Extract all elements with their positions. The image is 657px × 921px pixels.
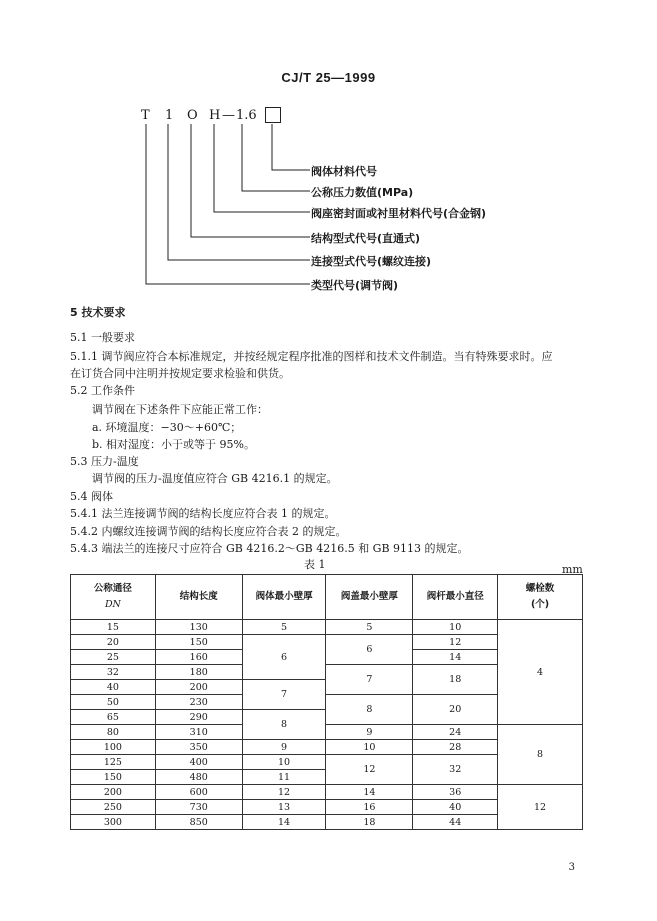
- code-char-structure: O: [187, 108, 198, 123]
- cell-cover-wall: 7: [326, 665, 413, 695]
- cell-body-wall: 8: [242, 710, 326, 740]
- cell-dn: 50: [71, 695, 156, 710]
- cell-length: 400: [155, 755, 242, 770]
- header-bolts-unit: (个): [530, 599, 550, 610]
- cell-dn: 65: [71, 710, 156, 725]
- cell-stem-dia: 24: [413, 725, 498, 740]
- cell-length: 130: [155, 620, 242, 635]
- cell-dn: 200: [71, 785, 156, 800]
- cell-stem-dia: 28: [413, 740, 498, 755]
- header-dn: [71, 575, 156, 620]
- cell-cover-wall: 9: [326, 725, 413, 740]
- label-type: 类型代号(调节阀): [311, 279, 399, 292]
- cell-length: 600: [155, 785, 242, 800]
- section-5-1-1-line2: 在订货合同中注明并按规定要求检验和供货。: [70, 367, 290, 380]
- section-5-4-title: 5.4 阀体: [70, 490, 113, 503]
- cell-length: 150: [155, 635, 242, 650]
- cell-bolts: 4: [498, 620, 583, 725]
- cell-body-wall: 14: [242, 815, 326, 830]
- cell-cover-wall: 14: [326, 785, 413, 800]
- cell-bolts: 12: [498, 785, 583, 830]
- cell-body-wall: 12: [242, 785, 326, 800]
- cell-stem-dia: 32: [413, 755, 498, 785]
- header-length: 结构长度: [155, 575, 242, 620]
- section-5-3-title: 5.3 压力-温度: [70, 455, 139, 468]
- cell-stem-dia: 44: [413, 815, 498, 830]
- cell-dn: 100: [71, 740, 156, 755]
- cell-length: 730: [155, 800, 242, 815]
- cell-body-wall: 13: [242, 800, 326, 815]
- cell-length: 180: [155, 665, 242, 680]
- cell-stem-dia: 40: [413, 800, 498, 815]
- leader-line-structure: [191, 124, 310, 237]
- code-char-connection: 1: [165, 108, 174, 123]
- section-5-2-intro: 调节阀在下述条件下应能正常工作：: [92, 403, 268, 416]
- cell-stem-dia: 18: [413, 665, 498, 695]
- section-5-1-title: 5.1 一般要求: [70, 331, 135, 344]
- cell-body-wall: 9: [242, 740, 326, 755]
- page-number: 3: [568, 862, 575, 873]
- cell-dn: 250: [71, 800, 156, 815]
- table-1-unit: mm: [562, 563, 583, 576]
- cell-stem-dia: 20: [413, 695, 498, 725]
- cell-dn: 125: [71, 755, 156, 770]
- cell-body-wall: 6: [242, 635, 326, 680]
- header-bolts: [498, 575, 583, 620]
- section-5-1-1-line1: 5.1.1 调节阀应符合本标准规定，并按经规定程序批准的图样和技术文件制造。当有特殊要求时。应: [70, 350, 553, 363]
- section-5-2-item-b: b. 相对湿度：小于或等于 95%。: [92, 438, 255, 451]
- cell-cover-wall: 6: [326, 635, 413, 665]
- cell-body-wall: 5: [242, 620, 326, 635]
- leader-line-material: [272, 124, 310, 170]
- label-structure: 结构型式代号(直通式): [311, 232, 421, 245]
- leader-line-connection: [168, 124, 310, 260]
- section-5-4-1: 5.4.1 法兰连接调节阀的结构长度应符合表 1 的规定。: [70, 507, 336, 520]
- cell-length: 200: [155, 680, 242, 695]
- cell-cover-wall: 16: [326, 800, 413, 815]
- section-5-4-2: 5.4.2 内螺纹连接调节阀的结构长度应符合表 2 的规定。: [70, 525, 347, 538]
- cell-dn: 25: [71, 650, 156, 665]
- cell-cover-wall: 8: [326, 695, 413, 725]
- table-row: [71, 725, 583, 740]
- standard-code-header: CJ/T 25—1999: [281, 70, 376, 85]
- cell-dn: 15: [71, 620, 156, 635]
- label-material: 阀体材料代号: [311, 165, 377, 178]
- header-body-wall: 阀体最小壁厚: [242, 575, 326, 620]
- leader-line-seal: [214, 124, 310, 212]
- cell-body-wall: 10: [242, 755, 326, 770]
- cell-stem-dia: 10: [413, 620, 498, 635]
- cell-dn: 32: [71, 665, 156, 680]
- table-row: [71, 785, 583, 800]
- cell-length: 290: [155, 710, 242, 725]
- cell-bolts: 8: [498, 725, 583, 785]
- cell-length: 480: [155, 770, 242, 785]
- header-bolts-label: 螺栓数: [525, 583, 555, 594]
- cell-cover-wall: 5: [326, 620, 413, 635]
- section-5-2-item-a: a. 环境温度：−30～+60℃；: [92, 421, 242, 434]
- cell-cover-wall: 12: [326, 755, 413, 785]
- label-pressure: 公称压力数值(MPa): [311, 186, 414, 199]
- code-char-pressure: 1.6: [236, 108, 257, 123]
- section-5-4-3: 5.4.3 端法兰的连接尺寸应符合 GB 4216.2～GB 4216.5 和 GB 9113 的规定。: [70, 542, 469, 555]
- cell-stem-dia: 36: [413, 785, 498, 800]
- cell-dn: 150: [71, 770, 156, 785]
- table-1-caption: 表 1: [304, 558, 326, 571]
- table-header-row: [71, 575, 583, 620]
- cell-body-wall: 7: [242, 680, 326, 710]
- header-dn-label: 公称通径: [93, 583, 132, 594]
- cell-cover-wall: 18: [326, 815, 413, 830]
- table-1: [70, 574, 583, 830]
- leader-line-pressure: [242, 124, 310, 191]
- label-connection: 连接型式代号(螺纹连接): [311, 255, 432, 268]
- header-dn-symbol: DN: [104, 599, 121, 610]
- cell-length: 230: [155, 695, 242, 710]
- header-cover-wall: 阀盖最小壁厚: [326, 575, 413, 620]
- section-5-3-text: 调节阀的压力-温度值应符合 GB 4216.1 的规定。: [92, 472, 338, 485]
- cell-length: 850: [155, 815, 242, 830]
- cell-stem-dia: 12: [413, 635, 498, 650]
- cell-cover-wall: 10: [326, 740, 413, 755]
- code-char-type: T: [141, 108, 150, 123]
- cell-body-wall: 11: [242, 770, 326, 785]
- label-seal: 阀座密封面或衬里材料代号(合金钢): [311, 207, 487, 220]
- cell-dn: 80: [71, 725, 156, 740]
- cell-stem-dia: 14: [413, 650, 498, 665]
- cell-dn: 300: [71, 815, 156, 830]
- table-row: [71, 620, 583, 635]
- cell-length: 350: [155, 740, 242, 755]
- header-stem-dia: 阀杆最小直径: [413, 575, 498, 620]
- section-5-2-title: 5.2 工作条件: [70, 384, 135, 397]
- cell-length: 160: [155, 650, 242, 665]
- cell-dn: 40: [71, 680, 156, 695]
- section-5-title: 5 技术要求: [70, 306, 126, 319]
- cell-dn: 20: [71, 635, 156, 650]
- cell-length: 310: [155, 725, 242, 740]
- code-char-seal: H: [209, 108, 221, 123]
- code-char-dash: —: [222, 108, 235, 123]
